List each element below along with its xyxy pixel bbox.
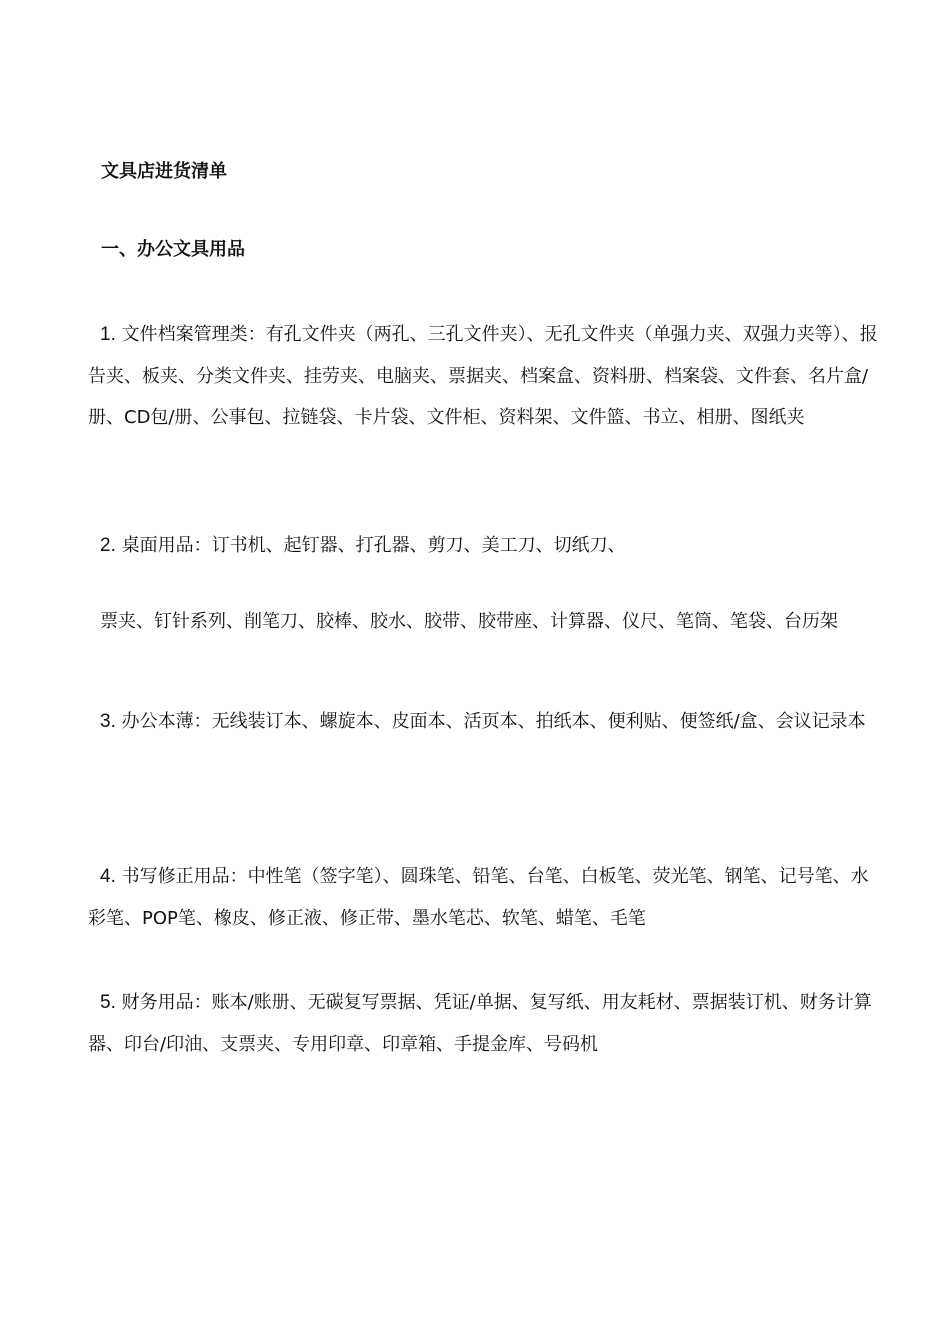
list-item-desk-supplies — [88, 525, 878, 567]
item-text: 办公本薄：无线装订本、螺旋本、皮面本、活页本、拍纸本、便利贴、便签纸/盒、会议记录本 — [115, 711, 866, 732]
list-item-notebooks — [88, 701, 878, 743]
item-number: 1. — [100, 324, 116, 345]
item-text: 书写修正用品：中性笔（签字笔）、圆珠笔、铅笔、台笔、白板笔、荧光笔、钢笔、记号笔、水彩笔、POP笔、橡皮、修正液、修正带、墨水笔芯、软笔、蜡笔、毛笔 — [88, 866, 869, 929]
list-item-desk-supplies-continued: 票夹、钉针系列、削笔刀、胶棒、胶水、胶带、胶带座、计算器、仪尺、笔筒、笔袋、台历架 — [100, 611, 838, 632]
list-item-finance — [88, 982, 878, 1065]
item-number: 5. — [100, 992, 116, 1013]
item-text: 文件档案管理类：有孔文件夹（两孔、三孔文件夹）、无孔文件夹（单强力夹、双强力夹等）、报告夹、板夹、分类文件夹、挂劳夹、电脑夹、票据夹、档案盒、资料册、档案袋、文件套、名片盒/册、CD包/册、公事包、拉链袋、卡片袋、文件柜、资料架、文件篮、书立、相册、图纸夹 — [88, 324, 878, 428]
list-item-writing-correction — [88, 856, 878, 939]
section-heading: 一、办公文具用品 — [101, 239, 245, 260]
item-number: 4. — [100, 866, 116, 887]
item-text: 财务用品：账本/账册、无碳复写票据、凭证/单据、复写纸、用友耗材、票据装订机、财务计算器、印台/印油、支票夹、专用印章、印章箱、手提金库、号码机 — [88, 992, 872, 1055]
item-number: 3. — [100, 711, 116, 732]
item-text: 桌面用品：订书机、起钉器、打孔器、剪刀、美工刀、切纸刀、 — [115, 535, 626, 556]
document-title: 文具店进货清单 — [101, 161, 227, 182]
list-item-filing — [88, 314, 878, 439]
item-number: 2. — [100, 535, 116, 556]
